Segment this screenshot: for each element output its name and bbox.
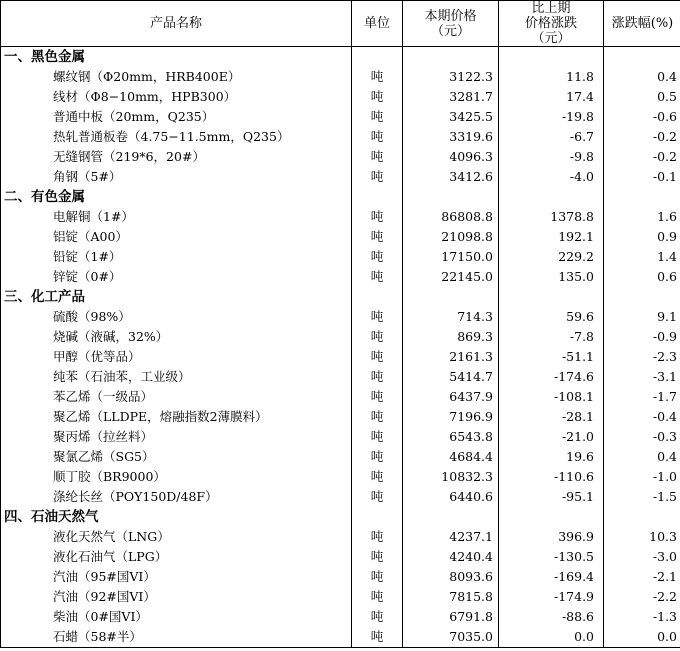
current-price-cell: 21098.8 [403,227,499,247]
unit-cell: 吨 [352,107,403,127]
unit-cell: 吨 [352,147,403,167]
product-name: 聚乙烯（LLDPE，熔融指数2薄膜料） [1,407,352,427]
product-name: 聚氯乙烯（SG5） [1,447,352,467]
current-price-cell: 3122.3 [403,67,499,87]
change-pct-cell: -0.2 [604,127,680,147]
product-name: 甲醇（优等品） [1,347,352,367]
table-row [1,87,680,107]
empty-cell [499,507,604,527]
table-row [1,567,680,587]
current-price-cell: 10832.3 [403,467,499,487]
empty-cell [403,47,499,68]
product-name: 柴油（0#国VI） [1,607,352,627]
product-name: 烧碱（液碱，32%） [1,327,352,347]
empty-cell [352,47,403,68]
price-change-cell: -4.0 [499,167,604,187]
table-row [1,267,680,287]
current-price-cell: 3425.5 [403,107,499,127]
current-price-cell: 8093.6 [403,567,499,587]
price-change-cell: -88.6 [499,607,604,627]
header-change-pct: 涨跌幅(%) [604,1,680,47]
unit-cell: 吨 [352,487,403,507]
current-price-cell: 6437.9 [403,387,499,407]
unit-cell: 吨 [352,527,403,547]
empty-cell [604,287,680,307]
unit-cell: 吨 [352,387,403,407]
change-pct-cell: 1.6 [604,207,680,227]
empty-cell [352,287,403,307]
change-pct-cell: -2.1 [604,567,680,587]
empty-cell [604,47,680,68]
category-row [1,47,680,68]
current-price-cell: 6543.8 [403,427,499,447]
header-change-line2: 价格涨跌 [524,16,577,31]
change-pct-cell: -0.9 [604,327,680,347]
empty-cell [499,187,604,207]
current-price-cell: 6791.8 [403,607,499,627]
table-row [1,247,680,267]
category-title: 三、化工产品 [1,287,352,307]
unit-cell: 吨 [352,307,403,327]
change-pct-cell: -0.3 [604,427,680,447]
current-price-cell: 17150.0 [403,247,499,267]
product-name: 液化石油气（LPG） [1,547,352,567]
price-change-cell: -169.4 [499,567,604,587]
header-current-price-line1: 本期价格 [424,8,477,24]
category-row [1,187,680,207]
table-row [1,387,680,407]
price-change-cell: -21.0 [499,427,604,447]
table-row [1,307,680,327]
table-row [1,427,680,447]
current-price-cell: 7035.0 [403,627,499,648]
price-change-cell: -7.8 [499,327,604,347]
change-pct-cell: -3.1 [604,367,680,387]
table-row [1,587,680,607]
unit-cell: 吨 [352,247,403,267]
current-price-cell: 4240.4 [403,547,499,567]
table-row [1,227,680,247]
empty-cell [499,47,604,68]
change-pct-cell: -3.0 [604,547,680,567]
header-change-line1: 比上期 [531,1,571,16]
unit-cell: 吨 [352,367,403,387]
price-change-cell: 11.8 [499,67,604,87]
empty-cell [403,287,499,307]
unit-cell: 吨 [352,607,403,627]
change-pct-cell: -0.2 [604,147,680,167]
current-price-cell: 6440.6 [403,487,499,507]
change-pct-cell: -0.4 [604,407,680,427]
product-name: 液化天然气（LNG） [1,527,352,547]
price-change-cell: 59.6 [499,307,604,327]
change-pct-cell: 0.6 [604,267,680,287]
price-change-cell: 396.9 [499,527,604,547]
empty-cell [499,287,604,307]
change-pct-cell: -1.5 [604,487,680,507]
table-row [1,367,680,387]
table-row [1,487,680,507]
current-price-cell: 3281.7 [403,87,499,107]
current-price-cell: 714.3 [403,307,499,327]
table-row [1,607,680,627]
table-row [1,67,680,87]
table-row [1,207,680,227]
unit-cell: 吨 [352,267,403,287]
category-title: 二、有色金属 [1,187,352,207]
table-row [1,407,680,427]
table-row [1,147,680,167]
product-name: 涤纶长丝（POY150D/48F） [1,487,352,507]
unit-cell: 吨 [352,87,403,107]
product-name: 硫酸（98%） [1,307,352,327]
price-change-cell: -51.1 [499,347,604,367]
header-unit: 单位 [352,1,403,47]
empty-cell [604,507,680,527]
current-price-cell: 7815.8 [403,587,499,607]
price-change-cell: -9.8 [499,147,604,167]
current-price-cell: 2161.3 [403,347,499,367]
unit-cell: 吨 [352,627,403,648]
price-change-cell: 192.1 [499,227,604,247]
empty-cell [352,507,403,527]
change-pct-cell: -2.3 [604,347,680,367]
table-row [1,527,680,547]
product-name: 汽油（95#国VI） [1,567,352,587]
price-change-cell: 19.6 [499,447,604,467]
current-price-cell: 7196.9 [403,407,499,427]
current-price-cell: 86808.8 [403,207,499,227]
header-current-price [403,1,499,47]
current-price-cell: 4684.4 [403,447,499,467]
price-change-cell: 1378.8 [499,207,604,227]
price-change-cell: 135.0 [499,267,604,287]
unit-cell: 吨 [352,207,403,227]
current-price-cell: 5414.7 [403,367,499,387]
price-change-cell: -95.1 [499,487,604,507]
product-name: 热轧普通板卷（4.75−11.5mm，Q235） [1,127,352,147]
empty-cell [604,187,680,207]
unit-cell: 吨 [352,447,403,467]
empty-cell [403,507,499,527]
product-name: 聚丙烯（拉丝料） [1,427,352,447]
change-pct-cell: 10.3 [604,527,680,547]
product-name: 电解铜（1#） [1,207,352,227]
change-pct-cell: 0.4 [604,447,680,467]
current-price-cell: 869.3 [403,327,499,347]
change-pct-cell: -1.0 [604,467,680,487]
price-change-cell: 229.2 [499,247,604,267]
unit-cell: 吨 [352,347,403,367]
table-body [1,47,680,648]
product-name: 螺纹钢（Φ20mm，HRB400E） [1,67,352,87]
price-change-cell: -108.1 [499,387,604,407]
price-change-cell: -110.6 [499,467,604,487]
table-row [1,107,680,127]
category-title: 四、石油天然气 [1,507,352,527]
product-name: 汽油（92#国VI） [1,587,352,607]
product-name: 无缝钢管（219*6，20#） [1,147,352,167]
table-row [1,167,680,187]
current-price-cell: 3319.6 [403,127,499,147]
unit-cell: 吨 [352,227,403,247]
product-name: 铅锭（1#） [1,247,352,267]
current-price-cell: 3412.6 [403,167,499,187]
unit-cell: 吨 [352,427,403,447]
price-change-cell: 17.4 [499,87,604,107]
empty-cell [403,187,499,207]
table-row [1,467,680,487]
current-price-cell: 4096.3 [403,147,499,167]
unit-cell: 吨 [352,67,403,87]
change-pct-cell: -0.6 [604,107,680,127]
unit-cell: 吨 [352,587,403,607]
change-pct-cell: 9.1 [604,307,680,327]
product-name: 石蜡（58#半） [1,627,352,648]
unit-cell: 吨 [352,127,403,147]
price-change-cell: 0.0 [499,627,604,648]
unit-cell: 吨 [352,167,403,187]
price-change-cell: -174.6 [499,367,604,387]
unit-cell: 吨 [352,407,403,427]
product-name: 顺丁胶（BR9000） [1,467,352,487]
product-name: 线材（Φ8−10mm，HPB300） [1,87,352,107]
current-price-cell: 4237.1 [403,527,499,547]
change-pct-cell: 0.4 [604,67,680,87]
price-change-cell: -130.5 [499,547,604,567]
table-row [1,127,680,147]
category-title: 一、黑色金属 [1,47,352,68]
change-pct-cell: 0.9 [604,227,680,247]
current-price-cell: 22145.0 [403,267,499,287]
unit-cell: 吨 [352,547,403,567]
change-pct-cell: 0.5 [604,87,680,107]
category-row [1,287,680,307]
unit-cell: 吨 [352,467,403,487]
change-pct-cell: 0.0 [604,627,680,648]
price-change-cell: -19.8 [499,107,604,127]
table-row [1,327,680,347]
change-pct-cell: -0.1 [604,167,680,187]
change-pct-cell: -1.7 [604,387,680,407]
product-name: 苯乙烯（一级品） [1,387,352,407]
table-row [1,627,680,648]
change-pct-cell: 1.4 [604,247,680,267]
product-name: 纯苯（石油苯，工业级） [1,367,352,387]
header-price-change [499,1,604,47]
product-name: 普通中板（20mm，Q235） [1,107,352,127]
price-change-cell: -174.9 [499,587,604,607]
header-product-name: 产品名称 [1,1,352,47]
price-change-cell: -28.1 [499,407,604,427]
unit-cell: 吨 [352,327,403,347]
unit-cell: 吨 [352,567,403,587]
product-name: 铝锭（A00） [1,227,352,247]
change-pct-cell: -1.3 [604,607,680,627]
header-current-price-line2: （元） [430,23,470,39]
table-row [1,447,680,467]
header-change-line3: （元） [531,31,571,46]
change-pct-cell: -2.2 [604,587,680,607]
category-row [1,507,680,527]
table-row [1,547,680,567]
price-change-cell: -6.7 [499,127,604,147]
product-name: 锌锭（0#） [1,267,352,287]
table-row [1,347,680,367]
empty-cell [352,187,403,207]
product-name: 角钢（5#） [1,167,352,187]
header-row [1,1,680,47]
